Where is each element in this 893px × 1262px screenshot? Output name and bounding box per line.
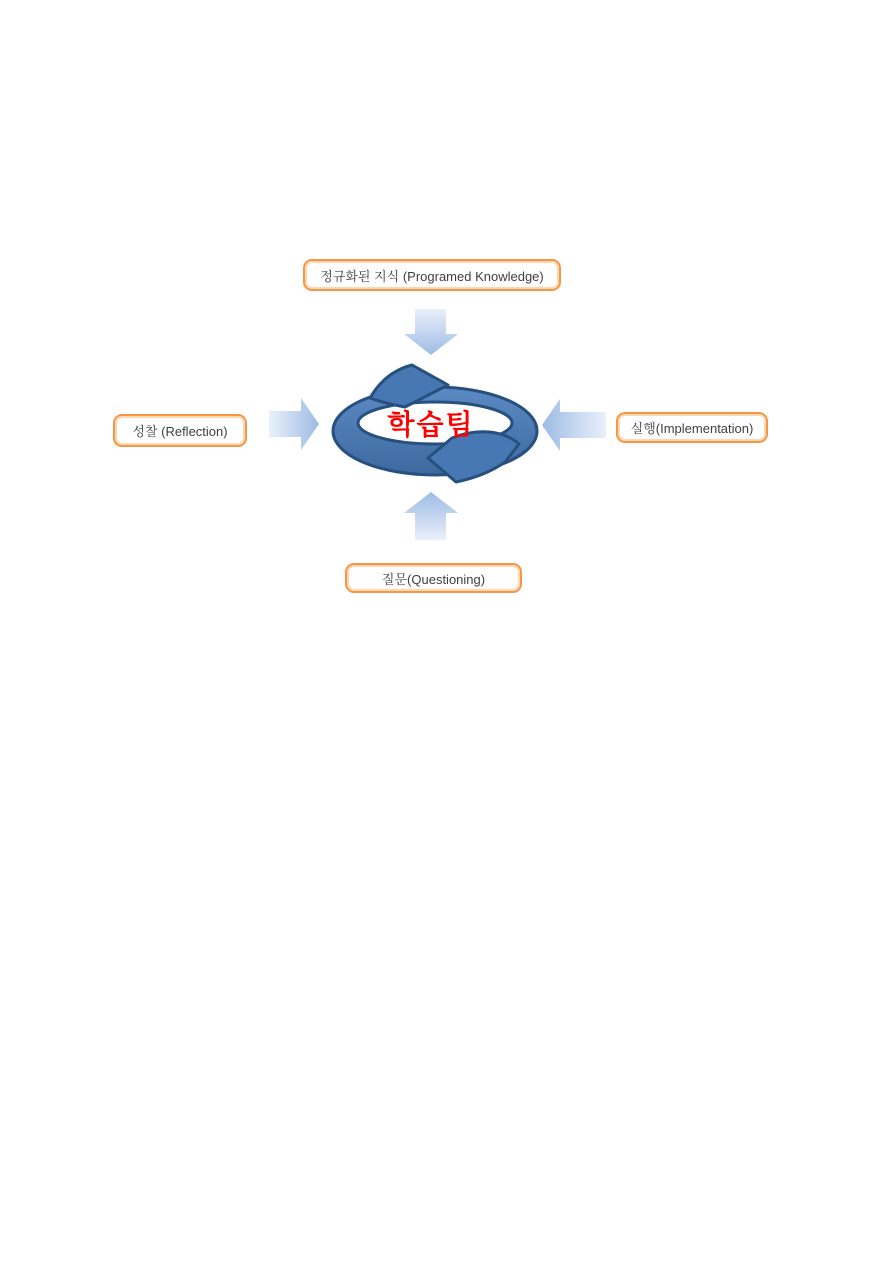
arrow-left-icon bbox=[542, 399, 606, 451]
node-implementation bbox=[616, 412, 768, 443]
arrow-down-icon bbox=[404, 309, 458, 356]
node-reflection-label: 성찰 (Reflection) bbox=[132, 424, 228, 439]
node-questioning-label: 질문(Questioning) bbox=[381, 571, 486, 587]
node-questioning bbox=[345, 563, 522, 593]
node-programed-knowledge-label: 정규화된 지식 (Programed Knowledge) bbox=[320, 268, 544, 284]
node-implementation-label: 실행(Implementation) bbox=[630, 421, 754, 436]
center-label: 학습팀 bbox=[387, 409, 475, 440]
arrow-right-icon bbox=[269, 398, 319, 450]
arrow-up-icon bbox=[404, 491, 458, 540]
node-programed-knowledge bbox=[303, 259, 561, 291]
node-reflection bbox=[113, 414, 247, 447]
